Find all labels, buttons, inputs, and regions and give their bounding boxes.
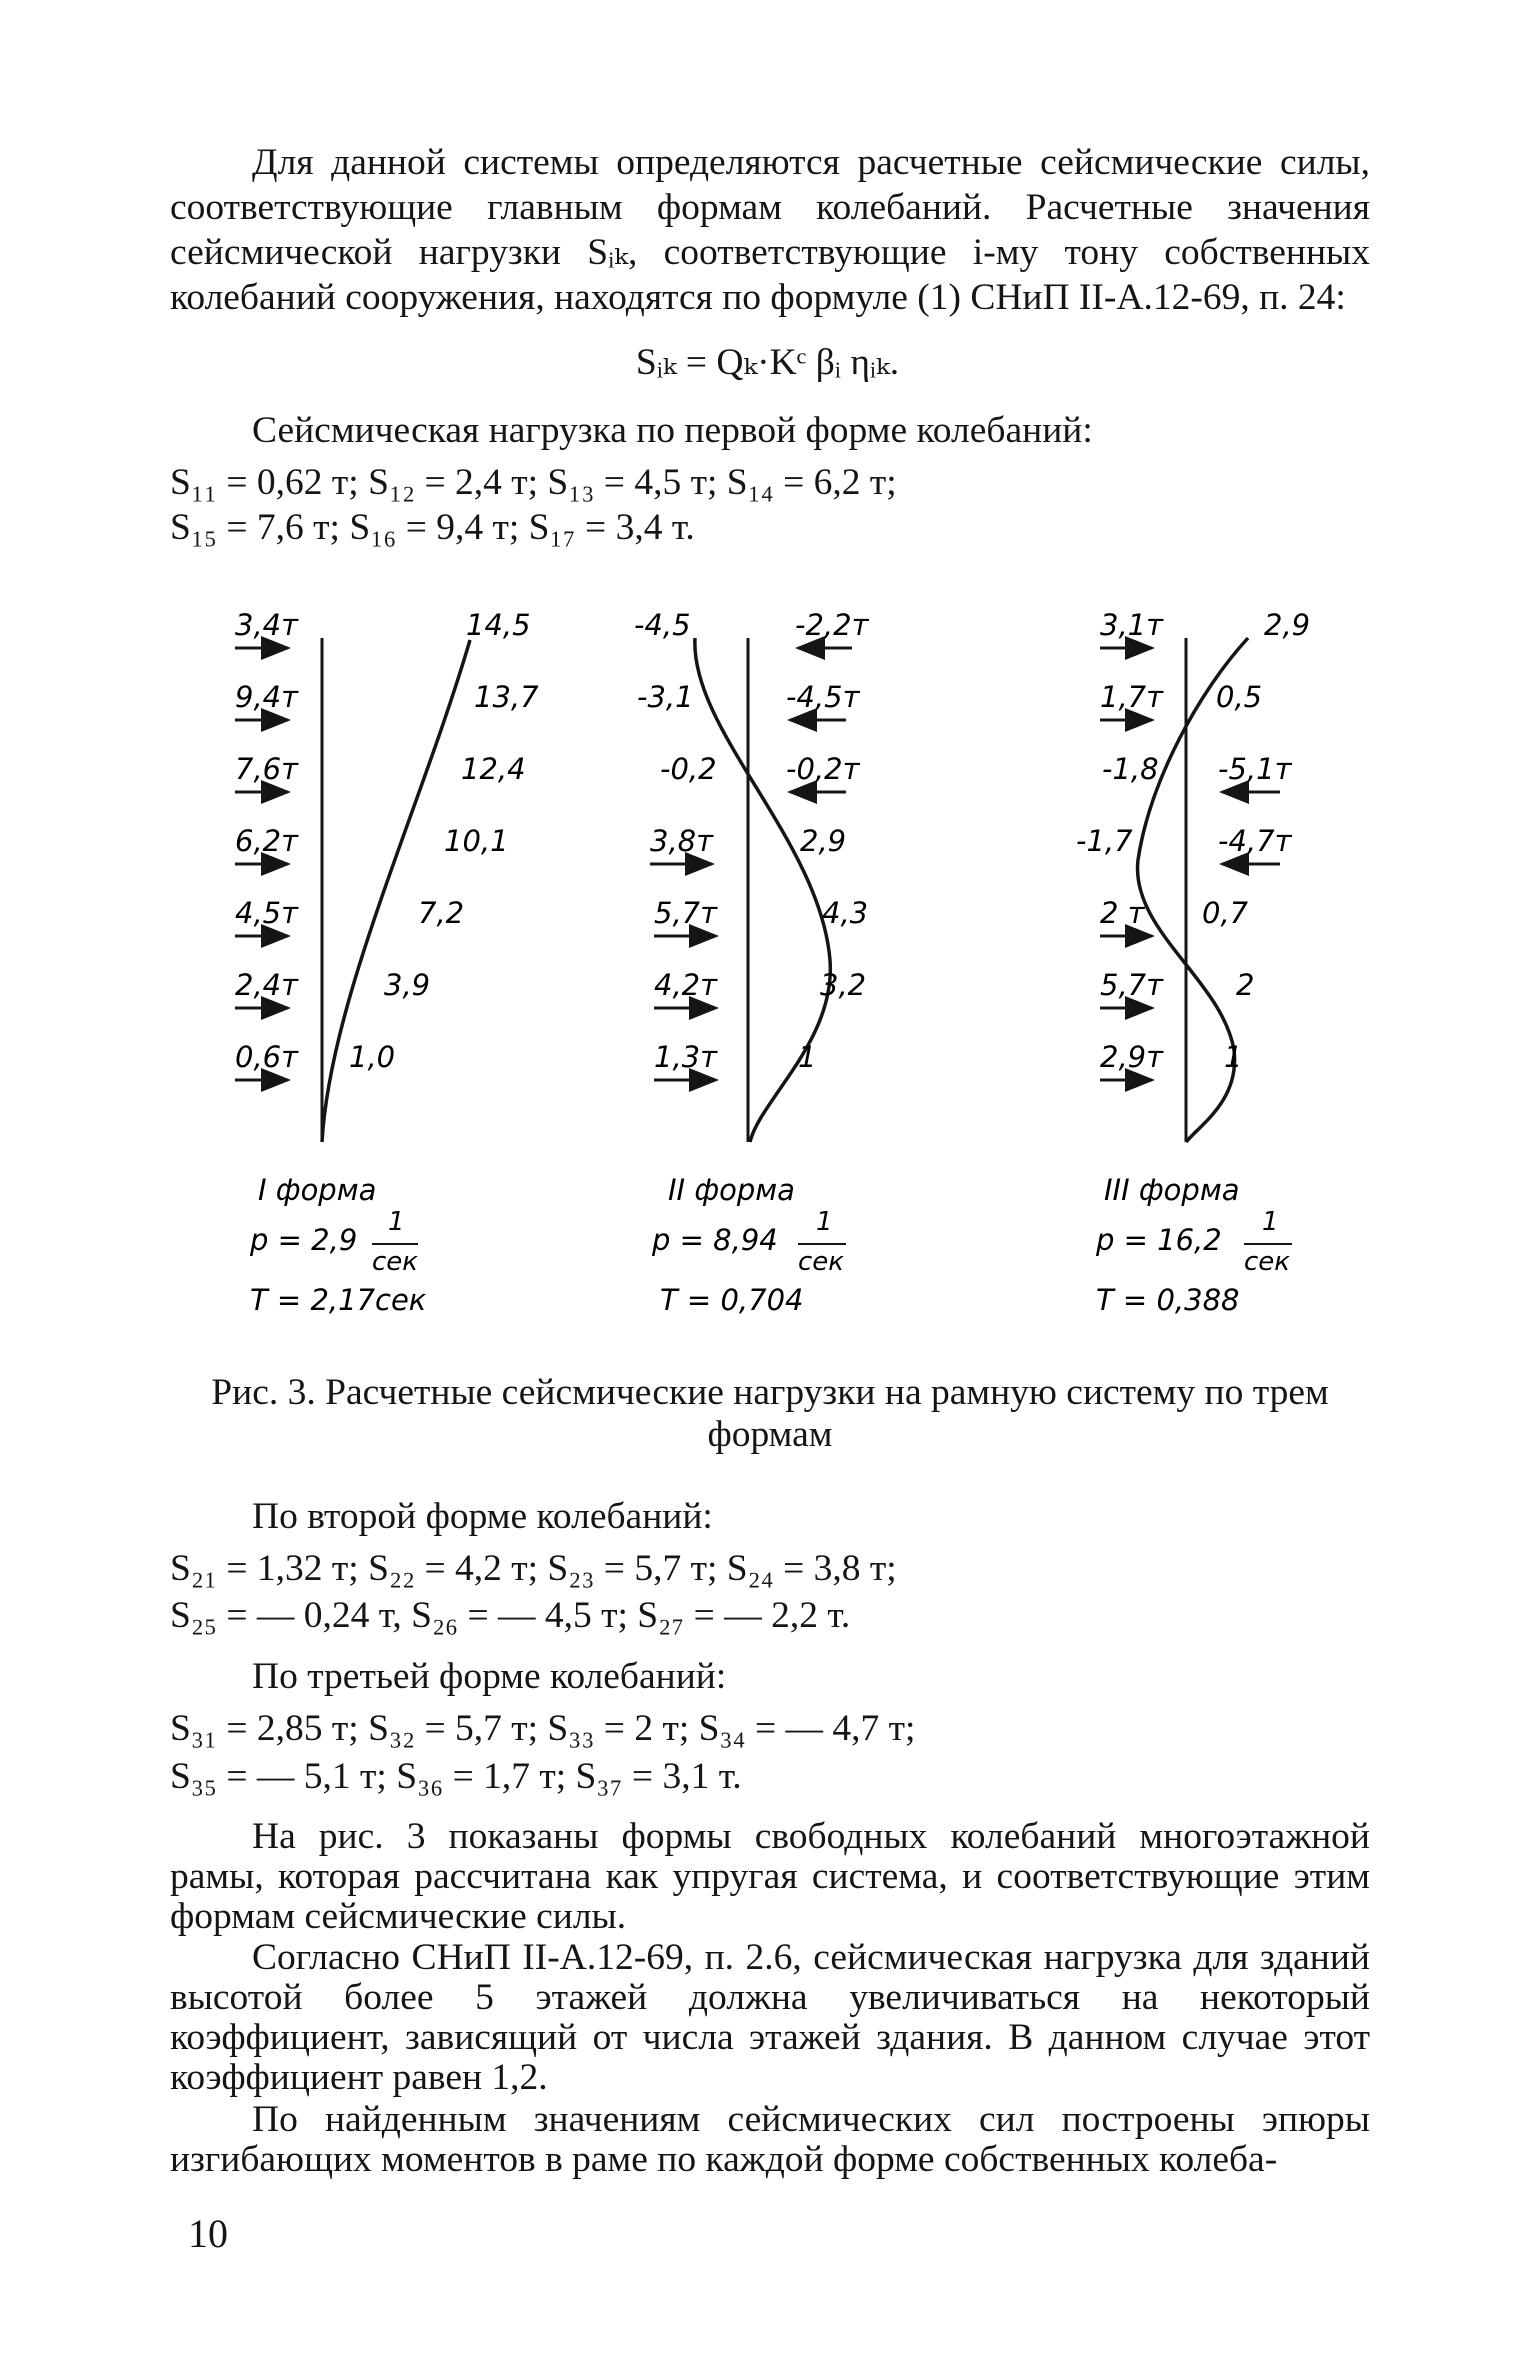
form-2-title: II форма <box>668 1173 795 1207</box>
form-1-frequency-denominator: сек <box>372 1247 418 1277</box>
form-2-right-values <box>786 608 870 1074</box>
second-form-values-1: S₂₁ = 1,32 т; S₂₂ = 4,2 т; S₂₃ = 5,7 т; S₂₄ = 3,8 т; <box>170 1548 897 1589</box>
second-form-values-2: S₂₅ = — 0,24 т, S₂₆ = — 4,5 т; S₂₇ = — 2,2 т. <box>170 1595 851 1636</box>
form-3-shape-value: 0,7 <box>1202 896 1249 930</box>
form-2-frequency-denominator: сек <box>798 1247 844 1277</box>
paragraph-figure-note: На рис. 3 показаны формы свободных колебаний многоэтажной рамы, которая рассчитана как упругая система, и соответствующие этим формам сейсмические силы. <box>170 1816 1370 1937</box>
form-1-shape-value: 3,9 <box>384 968 431 1002</box>
form-2-period: T = 0,704 <box>660 1283 804 1317</box>
form-1-shape-curve <box>322 640 470 1142</box>
form-3-shape-value: 1 <box>1224 1040 1243 1074</box>
form-1-title: I форма <box>258 1173 377 1207</box>
form-2-force-label: -4,5т <box>786 680 860 714</box>
form-3-force-label: -4,7т <box>1218 824 1292 858</box>
form-1-shape-value: 13,7 <box>474 680 539 714</box>
form-3-shape-value: -1,7 <box>1076 824 1133 858</box>
second-form-heading: По второй форме колебаний: <box>252 1496 713 1537</box>
form-1-diagram <box>235 608 539 1317</box>
form-1-shape-value: 7,2 <box>418 896 465 930</box>
form-1-left-forces <box>235 608 299 1080</box>
form-1-shape-value: 1,0 <box>349 1040 396 1074</box>
form-3-shape-value: -1,8 <box>1102 752 1159 786</box>
form-3-frequency-denominator: сек <box>1244 1247 1290 1277</box>
form-1-force-label: 9,4т <box>235 680 299 714</box>
form-2-force-label: 4,2т <box>654 968 718 1002</box>
intro-paragraph: Для данной системы определяются расчетные сейсмические силы, соответствующие главным формам колебаний. Расчетные значения сейсмической нагрузки Sᵢₖ, соответствующие i-му тону собственных колебаний сооружения, находятся по формуле (1) СНиП II-А.12-69, п. 24: <box>170 142 1370 318</box>
form-2-force-label: -0,2т <box>786 752 860 786</box>
form-3-force-label: 2 т <box>1100 896 1145 930</box>
form-3-force-label: 5,7т <box>1100 968 1164 1002</box>
form-3-force-label: -5,1т <box>1218 752 1292 786</box>
form-1-right-values <box>349 608 539 1074</box>
form-3-diagram <box>1076 608 1310 1317</box>
form-1-force-label: 7,6т <box>235 752 299 786</box>
form-2-frequency: p = 8,94 <box>652 1223 778 1257</box>
first-form-values-1: S₁₁ = 0,62 т; S₁₂ = 2,4 т; S₁₃ = 4,5 т; S₁₄ = 6,2 т; <box>170 462 897 503</box>
form-1-force-label: 0,6т <box>235 1040 299 1074</box>
form-3-shape-value: 2,9 <box>1264 608 1311 642</box>
form-2-force-label: 3,8т <box>650 824 714 858</box>
form-2-shape-value: 2,9 <box>800 824 847 858</box>
form-3-right-values <box>1202 608 1310 1074</box>
form-2-frequency-numerator: 1 <box>816 1207 833 1237</box>
form-1-shape-value: 10,1 <box>444 824 509 858</box>
third-form-values-1: S₃₁ = 2,85 т; S₃₂ = 5,7 т; S₃₃ = 2 т; S₃₄ = — 4,7 т; <box>170 1708 916 1749</box>
form-2-shape-value: -0,2 <box>660 752 717 786</box>
form-1-force-label: 4,5т <box>235 896 299 930</box>
third-form-values-2: S₃₅ = — 5,1 т; S₃₆ = 1,7 т; S₃₇ = 3,1 т. <box>170 1756 742 1797</box>
form-3-force-label: 1,7т <box>1100 680 1164 714</box>
form-1-force-label: 6,2т <box>235 824 299 858</box>
form-2-shape-value: 1 <box>798 1040 817 1074</box>
form-2-force-label: 1,3т <box>654 1040 718 1074</box>
first-form-values-2: S₁₅ = 7,6 т; S₁₆ = 9,4 т; S₁₇ = 3,4 т. <box>170 507 695 548</box>
form-1-force-label: 2,4т <box>235 968 299 1002</box>
third-form-heading: По третьей форме колебаний: <box>252 1656 727 1697</box>
figure-caption: Рис. 3. Расчетные сейсмические нагрузки на рамную систему по трем формам <box>211 1372 1329 1455</box>
form-2-shape-value: -3,1 <box>637 680 694 714</box>
paragraph-snip-note: Согласно СНиП II-А.12-69, п. 2.6, сейсмическая нагрузка для зданий высотой более 5 этажей должна увеличиваться на некоторый коэффициент, зависящий от числа этажей здания. В данном случае этот коэффициент равен 1,2. <box>170 1937 1370 2098</box>
form-2-shape-value: 4,3 <box>822 896 869 930</box>
form-3-frequency: p = 16,2 <box>1096 1223 1222 1257</box>
first-form-heading: Сейсмическая нагрузка по первой форме колебаний: <box>252 410 1093 451</box>
form-2-shape-value: 3,2 <box>820 968 867 1002</box>
form-3-shape-value: 0,5 <box>1216 680 1263 714</box>
form-3-frequency-numerator: 1 <box>1262 1207 1279 1237</box>
form-1-frequency-numerator: 1 <box>388 1207 405 1237</box>
form-3-shape-value: 2 <box>1236 968 1255 1002</box>
form-3-left-values <box>1076 608 1164 1080</box>
mode-shapes-figure <box>0 580 1535 1320</box>
form-1-force-label: 3,4т <box>235 608 299 642</box>
form-2-force-label: -2,2т <box>795 608 869 642</box>
form-3-force-label: 3,1т <box>1100 608 1164 642</box>
form-3-title: III форма <box>1104 1173 1240 1207</box>
form-1-shape-value: 12,4 <box>461 752 526 786</box>
form-1-shape-value: 14,5 <box>466 608 531 642</box>
form-2-shape-value: -4,5 <box>634 608 691 642</box>
page-number: 10 <box>188 2211 228 2256</box>
form-3-force-label: 2,9т <box>1100 1040 1164 1074</box>
form-2-left-values <box>634 608 718 1080</box>
form-2-force-label: 5,7т <box>654 896 718 930</box>
form-3-period: T = 0,388 <box>1096 1283 1240 1317</box>
form-2-diagram <box>634 608 870 1317</box>
form-1-frequency: p = 2,9 <box>250 1223 358 1257</box>
paragraph-moments: По найденным значениям сейсмических сил построены эпюры изгибающих моментов в раме по каждой форме собственных колеба- <box>170 2099 1370 2180</box>
form-1-period: T = 2,17сек <box>250 1283 427 1317</box>
main-formula: Sᵢₖ = Qₖ·Kᶜ βᵢ ηᵢₖ. <box>635 342 900 383</box>
